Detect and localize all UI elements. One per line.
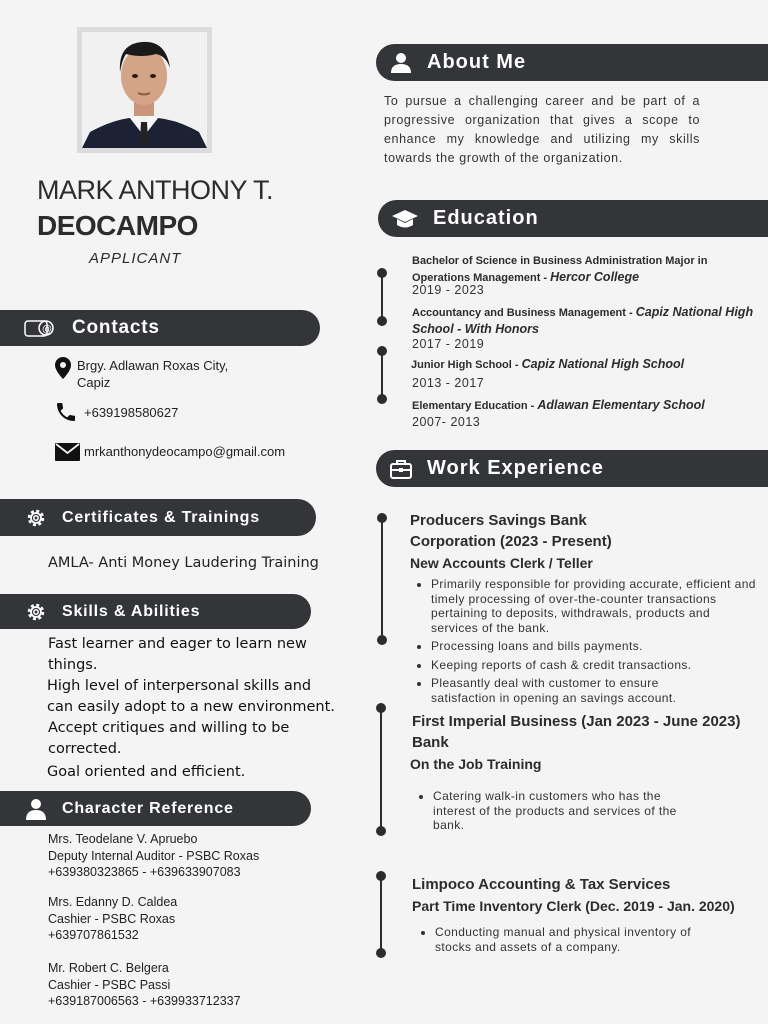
job-company: Limpoco Accounting & Tax Services bbox=[412, 876, 671, 893]
reference-name: Mrs. Edanny D. Caldea bbox=[48, 895, 178, 909]
company-line1: Producers Savings Bank bbox=[410, 512, 587, 529]
skills-list bbox=[48, 634, 338, 783]
duty-item: • Conducting manual and physical inventory of stocks and assets of a company. bbox=[435, 925, 715, 954]
reference-title: Deputy Internal Auditor - PSBC Roxas bbox=[48, 848, 260, 863]
contacts-header bbox=[0, 310, 320, 346]
reference-title: Cashier - PSBC Roxas bbox=[48, 911, 176, 926]
about-title: About Me bbox=[427, 51, 527, 73]
timeline-line bbox=[380, 708, 382, 831]
timeline-line bbox=[380, 876, 382, 953]
education-years: 2007- 2013 bbox=[412, 415, 481, 429]
company-line2: Bank bbox=[412, 734, 449, 751]
education-years: 2017 - 2019 bbox=[412, 337, 485, 351]
education-item bbox=[412, 397, 705, 414]
education-school: Capiz National High School bbox=[521, 357, 685, 371]
education-school: Capiz National High School - With Honors bbox=[412, 305, 754, 336]
reference-phone: +639380323865 - +639633907083 bbox=[48, 865, 241, 879]
gear-icon bbox=[24, 600, 48, 624]
contact-cards-icon bbox=[24, 317, 58, 339]
company-line2: Corporation (2023 - Present) bbox=[410, 533, 612, 550]
role-title: APPLICANT bbox=[89, 250, 182, 267]
job-position: On the Job Training bbox=[410, 756, 542, 772]
graduation-cap-icon bbox=[391, 207, 419, 231]
user-icon bbox=[389, 51, 413, 75]
contact-address bbox=[77, 357, 228, 391]
skill-item: Goal oriented and efficient. bbox=[47, 764, 246, 780]
email-icon bbox=[55, 443, 80, 461]
education-title: Education bbox=[433, 207, 539, 229]
education-degree: Accountancy and Business Management - bbox=[412, 307, 636, 319]
education-item bbox=[412, 252, 762, 286]
contact-phone: +639198580627 bbox=[84, 405, 179, 420]
timeline-dot bbox=[376, 826, 386, 836]
education-item bbox=[412, 304, 768, 337]
certificates-title: Certificates & Trainings bbox=[62, 508, 260, 526]
timeline-dot bbox=[377, 268, 387, 278]
briefcase-icon bbox=[389, 458, 413, 480]
education-school: Hercor College bbox=[550, 270, 640, 284]
timeline-dot bbox=[377, 316, 387, 326]
skill-item: Accept critiques and willing to be corrected. bbox=[48, 720, 290, 757]
education-degree: Junior High School - bbox=[411, 359, 522, 371]
job-position: Part Time Inventory Clerk (Dec. 2019 - Jan. 2020) bbox=[412, 898, 735, 914]
work-title: Work Experience bbox=[427, 457, 604, 479]
reference-name: Mrs. Teodelane V. Apruebo bbox=[48, 832, 198, 846]
reference-title: Cashier - PSBC Passi bbox=[48, 977, 171, 992]
location-pin-icon bbox=[55, 357, 71, 379]
education-years: 2019 - 2023 bbox=[412, 283, 485, 297]
job-position: New Accounts Clerk / Teller bbox=[410, 555, 593, 571]
education-years: 2013 - 2017 bbox=[412, 376, 485, 390]
company-line1: First Imperial Business (Jan 2023 - June 2023) bbox=[412, 713, 741, 730]
skills-header bbox=[0, 594, 311, 629]
timeline-dot bbox=[377, 513, 387, 523]
certificates-header bbox=[0, 499, 316, 536]
skill-item: Fast learner and eager to learn new things. bbox=[48, 636, 307, 673]
skill-item: High level of interpersonal skills and can easily adopt to a new environment. bbox=[47, 678, 335, 715]
phone-icon bbox=[54, 400, 78, 424]
timeline-dot bbox=[376, 703, 386, 713]
reference-header bbox=[0, 791, 311, 826]
duty-item: • Primarily responsible for providing accurate, efficient and timely processing of over-the-counter transactions pertaining to deposits, withdrawals, products and services of the bank. bbox=[431, 577, 761, 635]
timeline-dot bbox=[377, 394, 387, 404]
job-duties bbox=[415, 925, 715, 958]
profile-photo bbox=[77, 27, 212, 153]
education-item bbox=[411, 356, 684, 373]
reference-title: Character Reference bbox=[62, 799, 234, 817]
name-first: MARK ANTHONY T. bbox=[37, 175, 274, 205]
work-header bbox=[376, 450, 768, 487]
reference-item bbox=[48, 894, 177, 944]
job-duties bbox=[413, 789, 703, 837]
reference-name: Mr. Robert C. Belgera bbox=[48, 961, 169, 975]
duty-item: • Keeping reports of cash & credit transactions. bbox=[431, 658, 761, 673]
job-company bbox=[410, 510, 612, 552]
about-text: To pursue a challenging career and be part of a progressive organization that gives a scope to enhance my knowledge and utilizing my skills towards the growth of the organization. bbox=[384, 94, 700, 165]
timeline-dot bbox=[377, 635, 387, 645]
about-header bbox=[376, 44, 768, 81]
name-last: DEOCAMPO bbox=[37, 210, 198, 241]
duty-item: • Processing loans and bills payments. bbox=[431, 639, 761, 654]
education-school: Adlawan Elementary School bbox=[537, 398, 705, 412]
education-header bbox=[378, 200, 768, 237]
user-icon bbox=[24, 797, 48, 821]
timeline-line bbox=[381, 352, 383, 399]
gear-icon bbox=[24, 506, 48, 530]
education-degree: Bachelor of Science in Business Administration Major in Operations Management - bbox=[412, 255, 708, 284]
education-degree: Elementary Education - bbox=[412, 400, 538, 412]
address-line1: Brgy. Adlawan Roxas City, bbox=[77, 358, 229, 373]
duty-item: • Pleasantly deal with customer to ensure satisfaction in opening an savings account. bbox=[431, 676, 761, 705]
skills-title: Skills & Abilities bbox=[62, 602, 201, 620]
timeline-dot bbox=[376, 871, 386, 881]
certificate-item: AMLA- Anti Money Laudering Training bbox=[48, 555, 319, 571]
svg-text:@: @ bbox=[42, 324, 52, 335]
reference-item bbox=[48, 831, 259, 881]
job-duties bbox=[411, 577, 761, 709]
contact-email: mrkanthonydeocampo@gmail.com bbox=[84, 444, 286, 459]
timeline-line bbox=[381, 518, 383, 640]
timeline-dot bbox=[376, 948, 386, 958]
reference-phone: +639187006563 - +639933712337 bbox=[48, 994, 241, 1008]
reference-item bbox=[48, 960, 241, 1010]
job-company bbox=[412, 711, 740, 753]
address-line2: Capiz bbox=[77, 375, 111, 390]
contacts-title: Contacts bbox=[72, 317, 160, 338]
timeline-dot bbox=[377, 346, 387, 356]
reference-phone: +639707861532 bbox=[48, 928, 139, 942]
duty-item: • Catering walk-in customers who has the interest of the products and services of the bank. bbox=[433, 789, 703, 833]
